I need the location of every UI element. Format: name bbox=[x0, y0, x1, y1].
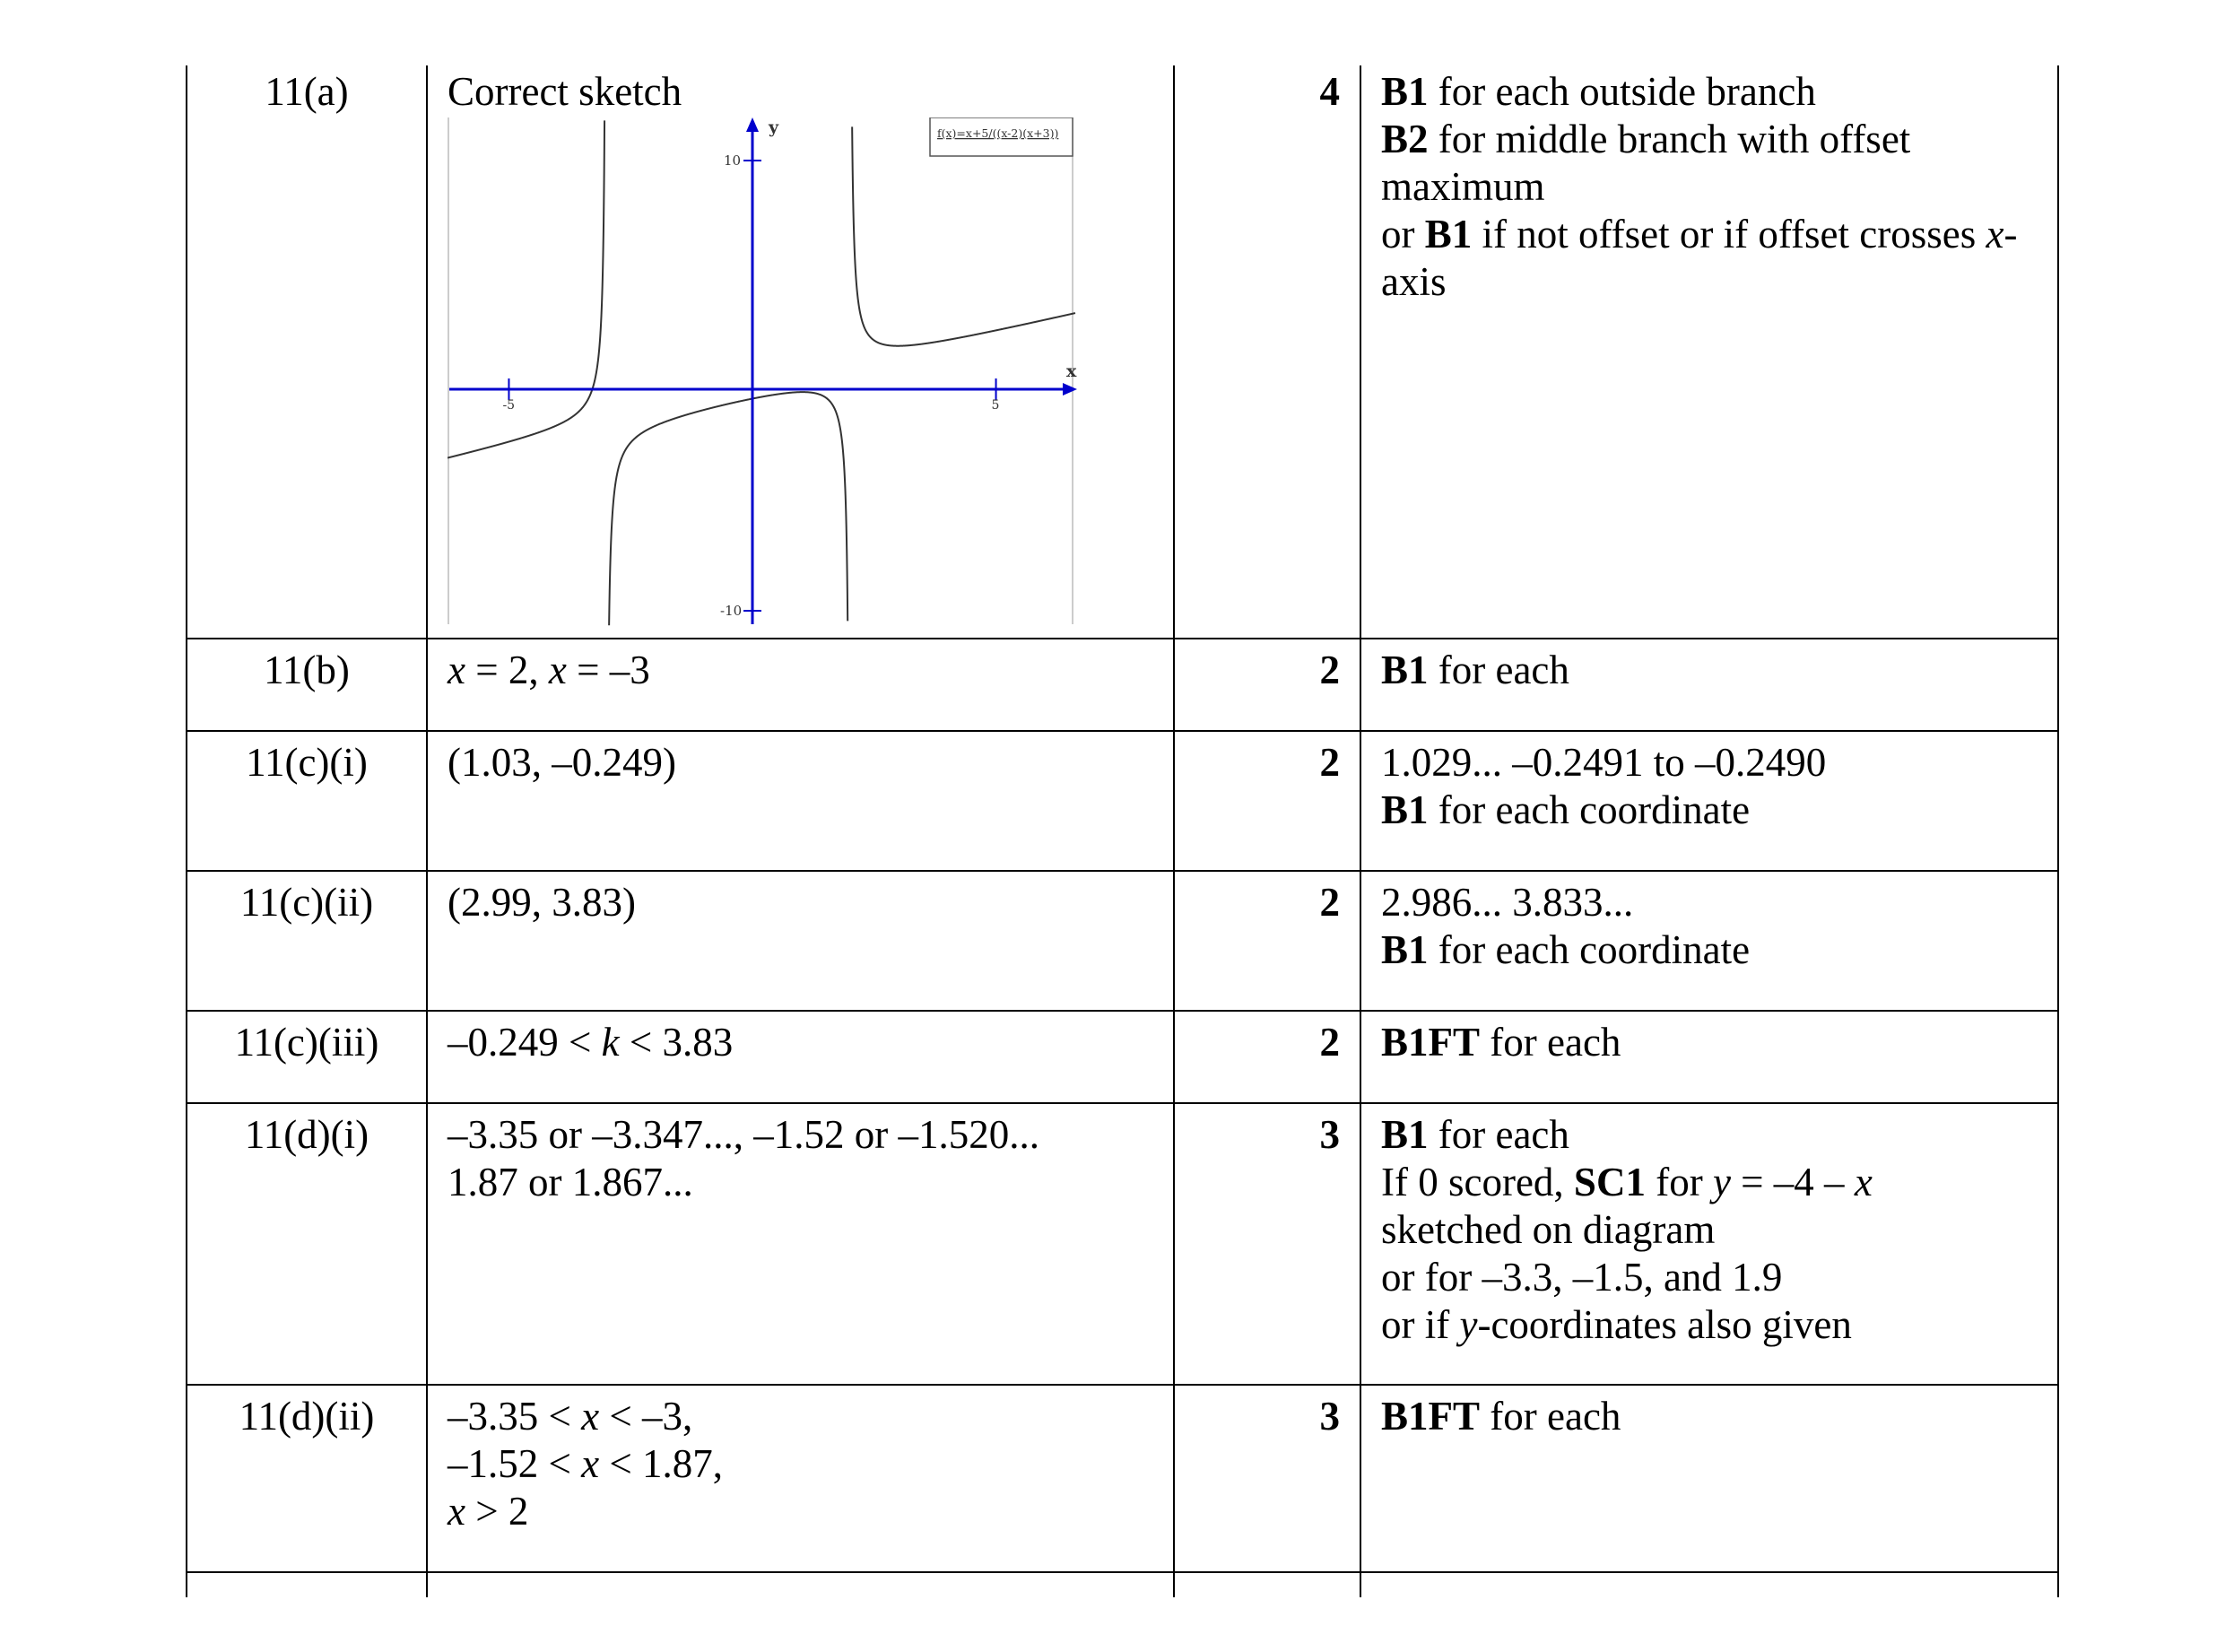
question-number: 11(d)(i) bbox=[187, 1103, 427, 1385]
x-tick-label: -5 bbox=[502, 398, 516, 413]
text-run: < 1.87, bbox=[599, 1441, 724, 1486]
x-tick-label: 5 bbox=[991, 398, 1000, 413]
guidance-cell bbox=[1360, 639, 2058, 731]
italic-variable: k bbox=[601, 1020, 620, 1065]
y-tick-label: 10 bbox=[724, 152, 742, 169]
x-axis-label: x bbox=[1066, 361, 1077, 381]
guidance-cell bbox=[1360, 1011, 2058, 1103]
question-number: 11(d)(ii) bbox=[187, 1385, 427, 1572]
text-run: 2.986... 3.833... bbox=[1381, 880, 1634, 925]
guidance-line bbox=[1381, 1019, 2038, 1066]
text-run: 1.029... –0.2491 to –0.2490 bbox=[1381, 740, 1827, 785]
text-run: -axis bbox=[1381, 212, 2018, 304]
bold-text: B1 bbox=[1381, 927, 1429, 972]
bold-text: B1 bbox=[1381, 787, 1429, 832]
bold-text: SC1 bbox=[1573, 1160, 1646, 1204]
text-run: –1.52 < bbox=[448, 1441, 582, 1486]
text-run: for each bbox=[1480, 1394, 1621, 1439]
marks-cell: 3 bbox=[1174, 1103, 1360, 1385]
guidance-line bbox=[1381, 1159, 2038, 1206]
marks-cell: 3 bbox=[1174, 1385, 1360, 1572]
table-row bbox=[187, 1011, 2058, 1103]
answer-line bbox=[448, 1393, 1153, 1440]
answer-cell bbox=[427, 1103, 1174, 1385]
text-run: = –3 bbox=[566, 648, 650, 692]
guidance-line bbox=[1381, 739, 2038, 787]
text-run: > 2 bbox=[465, 1489, 529, 1534]
marks-cell: 2 bbox=[1174, 731, 1360, 871]
table-row bbox=[187, 871, 2058, 1011]
italic-variable: x bbox=[581, 1441, 600, 1486]
marks-cell: 2 bbox=[1174, 639, 1360, 731]
question-number: 11(c)(i) bbox=[187, 731, 427, 871]
text-run: If 0 scored, bbox=[1381, 1160, 1574, 1204]
bold-text: B1FT bbox=[1381, 1394, 1481, 1439]
table-row bbox=[187, 639, 2058, 731]
text-run: –3.35 < bbox=[448, 1394, 582, 1439]
italic-variable: y bbox=[1459, 1302, 1478, 1347]
italic-variable: x bbox=[448, 1489, 465, 1534]
guidance-line bbox=[1381, 647, 2038, 694]
guidance-line bbox=[1381, 1301, 2038, 1349]
table-row bbox=[187, 1385, 2058, 1572]
question-number: 11(c)(iii) bbox=[187, 1011, 427, 1103]
function-curve-branch bbox=[448, 120, 604, 457]
text-run: (2.99, 3.83) bbox=[448, 880, 636, 925]
answer-cell bbox=[427, 65, 1174, 639]
bold-text: B1 bbox=[1381, 69, 1429, 114]
answer-line bbox=[448, 739, 1153, 787]
text-run: or bbox=[1381, 212, 1425, 256]
y-tick-label: -10 bbox=[720, 603, 743, 619]
italic-variable: y bbox=[1712, 1160, 1731, 1204]
answer-line bbox=[448, 1019, 1153, 1066]
text-run: = –4 – bbox=[1730, 1160, 1855, 1204]
guidance-line bbox=[1381, 879, 2038, 926]
italic-variable: x bbox=[448, 648, 465, 692]
marks-cell: 2 bbox=[1174, 871, 1360, 1011]
text-run: -coordinates also given bbox=[1477, 1302, 1852, 1347]
bold-text: B2 bbox=[1381, 117, 1429, 161]
mark-scheme-table bbox=[186, 65, 2059, 1597]
text-run: for each bbox=[1428, 648, 1569, 692]
text-run: < 3.83 bbox=[619, 1020, 734, 1065]
marks-cell: 2 bbox=[1174, 1011, 1360, 1103]
text-run: for each coordinate bbox=[1428, 927, 1751, 972]
text-run: or for –3.3, –1.5, and 1.9 bbox=[1381, 1255, 1783, 1300]
text-run: = 2, bbox=[465, 648, 549, 692]
guidance-cell bbox=[1360, 1103, 2058, 1385]
table-row bbox=[187, 65, 2058, 639]
italic-variable: x bbox=[1854, 1160, 1873, 1204]
answer-line bbox=[448, 1440, 1153, 1488]
answer-cell bbox=[427, 731, 1174, 871]
text-run: for each bbox=[1428, 1112, 1569, 1157]
answer-line: Correct sketch bbox=[448, 69, 682, 114]
guidance-cell bbox=[1360, 1385, 2058, 1572]
answer-line bbox=[448, 647, 1153, 694]
text-run: for each bbox=[1480, 1020, 1621, 1065]
italic-variable: x bbox=[548, 648, 567, 692]
question-number: 11(c)(ii) bbox=[187, 871, 427, 1011]
table-row bbox=[187, 1103, 2058, 1385]
guidance-line bbox=[1381, 211, 2038, 306]
y-axis-arrow bbox=[746, 117, 759, 132]
answer-line bbox=[448, 1159, 1153, 1206]
text-run: for each coordinate bbox=[1428, 787, 1751, 832]
answer-cell bbox=[427, 1385, 1174, 1572]
guidance-line bbox=[1381, 116, 2038, 211]
text-run: 1.87 or 1.867... bbox=[448, 1160, 693, 1204]
table-row bbox=[187, 731, 2058, 871]
bold-text: B1FT bbox=[1381, 1020, 1481, 1065]
text-run: < –3, bbox=[599, 1394, 693, 1439]
guidance-cell bbox=[1360, 65, 2058, 639]
italic-variable: x bbox=[581, 1394, 600, 1439]
guidance-line bbox=[1381, 1206, 2038, 1254]
guidance-line bbox=[1381, 1111, 2038, 1159]
guidance-line bbox=[1381, 787, 2038, 834]
text-run: for middle branch with offset maximum bbox=[1381, 117, 1911, 209]
question-number: 11(b) bbox=[187, 639, 427, 731]
guidance-line bbox=[1381, 68, 2038, 116]
x-axis-arrow bbox=[1063, 383, 1077, 396]
text-run: if not offset or if offset crosses bbox=[1472, 212, 1986, 256]
text-run: for bbox=[1645, 1160, 1713, 1204]
legend-text: f(x)=x+5/((x-2)(x+3)) bbox=[937, 126, 1059, 140]
question-number: 11(a) bbox=[187, 65, 427, 639]
guidance-cell bbox=[1360, 731, 2058, 871]
answer-cell bbox=[427, 1011, 1174, 1103]
text-run: (1.03, –0.249) bbox=[448, 740, 676, 785]
guidance-cell bbox=[1360, 871, 2058, 1011]
bold-text: B1 bbox=[1424, 212, 1473, 256]
text-run: –3.35 or –3.347..., –1.52 or –1.520... bbox=[448, 1112, 1039, 1157]
table-row-continuation bbox=[187, 1572, 2058, 1597]
function-curve-branch bbox=[609, 392, 847, 625]
italic-variable: x bbox=[1986, 212, 2004, 256]
answer-line bbox=[448, 1488, 1153, 1535]
text-run: –0.249 < bbox=[448, 1020, 602, 1065]
text-run: for each outside branch bbox=[1428, 69, 1816, 114]
guidance-line bbox=[1381, 1393, 2038, 1440]
text-run: or if bbox=[1381, 1302, 1460, 1347]
answer-line bbox=[448, 879, 1153, 926]
guidance-line bbox=[1381, 926, 2038, 974]
bold-text: B1 bbox=[1381, 1112, 1429, 1157]
answer-cell bbox=[427, 639, 1174, 731]
text-run: sketched on diagram bbox=[1381, 1207, 1716, 1252]
graph-sketch bbox=[448, 117, 1093, 629]
answer-line bbox=[448, 1111, 1153, 1159]
marks-cell: 4 bbox=[1174, 65, 1360, 639]
guidance-line bbox=[1381, 1254, 2038, 1301]
function-curve-branch bbox=[852, 126, 1075, 345]
y-axis-label: y bbox=[769, 117, 779, 137]
answer-cell bbox=[427, 871, 1174, 1011]
bold-text: B1 bbox=[1381, 648, 1429, 692]
